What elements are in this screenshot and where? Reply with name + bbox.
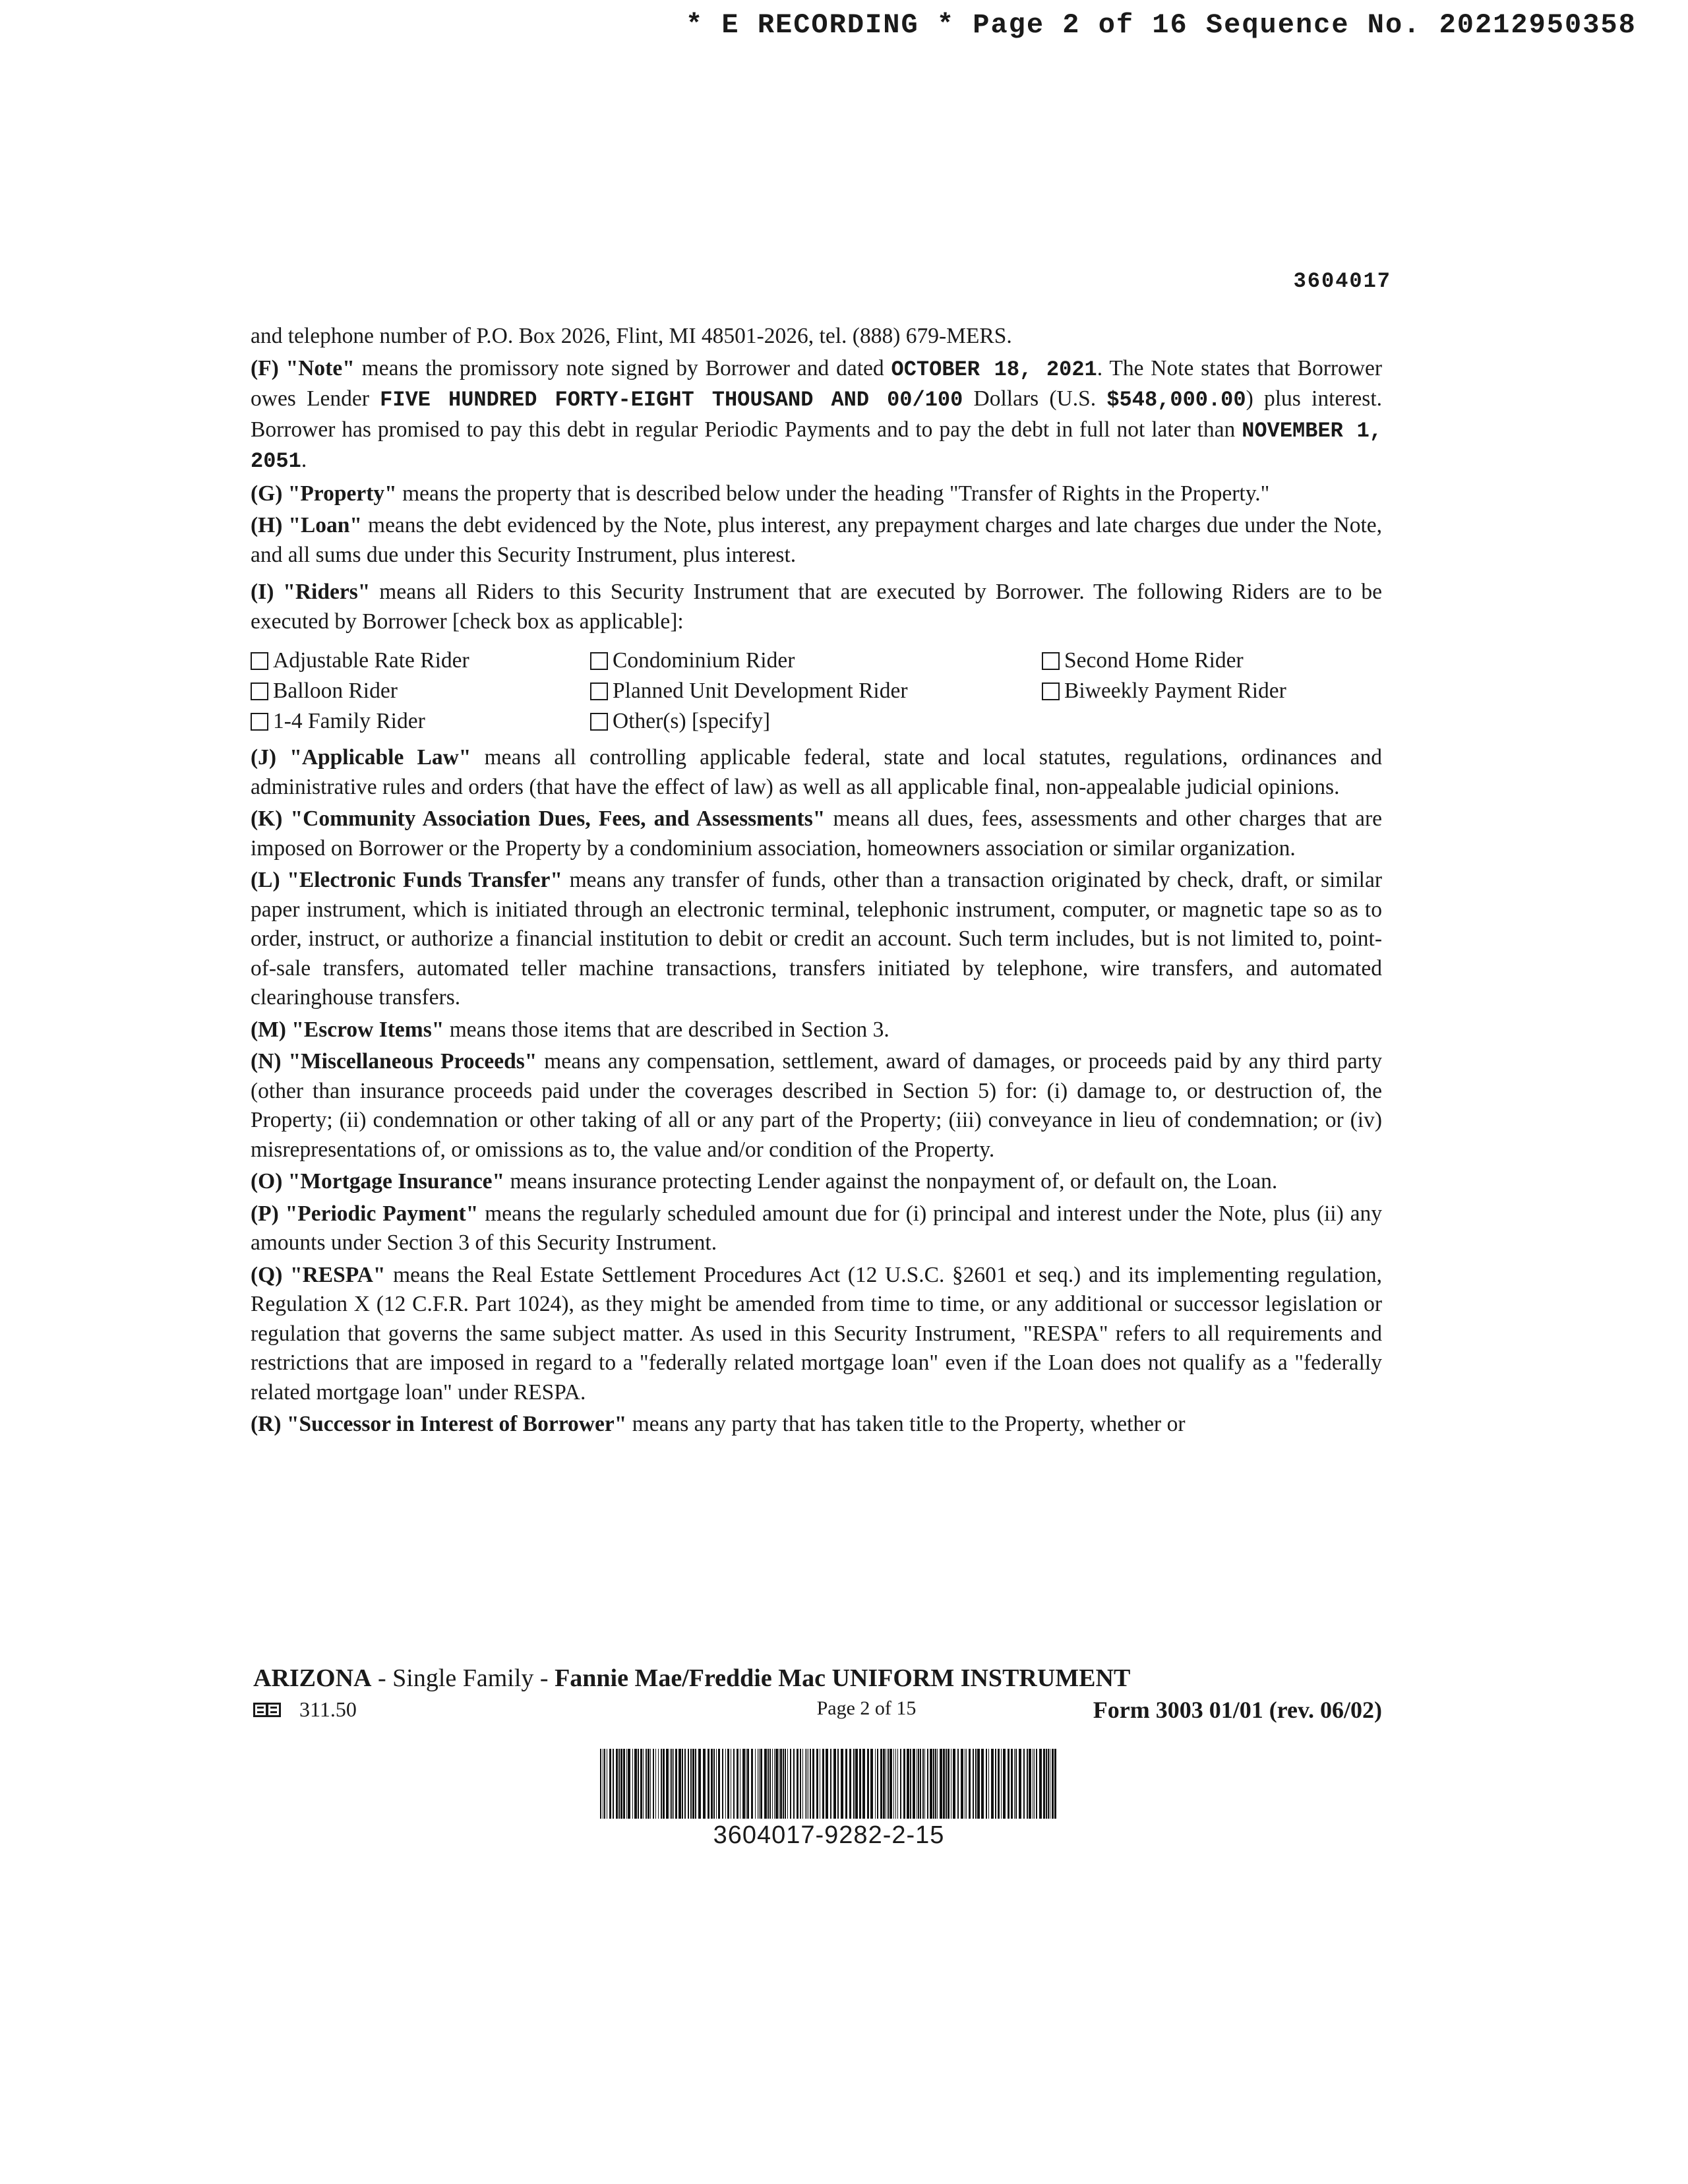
rider-label: Condominium Rider <box>613 648 795 673</box>
checkbox-icon[interactable] <box>251 682 268 700</box>
paragraph-r-successor <box>251 1410 1382 1440</box>
text: means the promissory note signed by Borrower and dated <box>354 355 891 380</box>
form-number: Form 3003 01/01 (rev. 06/02) <box>1093 1697 1382 1723</box>
document-number: 3604017 <box>1293 269 1391 293</box>
maturity-date: NOVEMBER 1, 2051 <box>251 418 1382 473</box>
page-number: Page 2 of 15 <box>816 1697 917 1719</box>
rider-balloon[interactable] <box>251 676 590 706</box>
term-mortgage-insurance: (O) "Mortgage Insurance" <box>251 1169 505 1194</box>
rider-biweekly-payment[interactable] <box>1042 676 1382 706</box>
term-riders: (I) "Riders" <box>251 580 371 604</box>
term-note: (F) "Note" <box>251 355 355 380</box>
paragraph-e-continued: and telephone number of P.O. Box 2026, Flint, MI 48501-2026, tel. (888) 679-MERS. <box>251 324 1012 348</box>
checkbox-icon[interactable] <box>251 713 268 731</box>
paragraph-k-community-association <box>251 804 1382 863</box>
paragraph-n-misc-proceeds <box>251 1047 1382 1165</box>
rider-label: Other(s) [specify] <box>613 709 771 733</box>
rider-adjustable-rate[interactable] <box>251 646 590 676</box>
paragraph-i-riders <box>251 578 1382 636</box>
text: means the property that is described below under the heading "Transfer of Rights in the Property." <box>396 481 1270 506</box>
form-footer-title <box>253 1664 1130 1693</box>
rider-label: Second Home Rider <box>1064 648 1244 673</box>
ellie-mae-logo-icon <box>253 1703 281 1717</box>
text: means insurance protecting Lender against the nonpayment of, or default on, the Loan. <box>504 1169 1278 1194</box>
text: - Single Family - <box>371 1664 555 1692</box>
rider-checklist <box>251 646 1382 737</box>
term-loan: (H) "Loan" <box>251 513 363 537</box>
paragraph-h-loan <box>251 511 1382 570</box>
rider-label: Biweekly Payment Rider <box>1064 679 1286 703</box>
loan-amount: $548,000.00 <box>1106 388 1246 412</box>
paragraph-p-periodic-payment <box>251 1199 1382 1258</box>
paragraph-o-mortgage-insurance <box>251 1167 1382 1197</box>
text: Dollars (U.S. <box>963 386 1107 411</box>
text: means the regularly scheduled amount due for (i) principal and interest under the Note, plus (ii) any amounts under Section 3 of this Security Instrument. <box>251 1201 1383 1255</box>
checkbox-icon[interactable] <box>1042 682 1060 700</box>
paragraph-g-property <box>251 479 1382 509</box>
paragraph-f-note <box>251 354 1382 477</box>
text: means any party that has taken title to the Property, whether or <box>626 1412 1186 1436</box>
document-body <box>251 322 1382 1442</box>
paragraph-m-escrow-items <box>251 1016 1382 1045</box>
paragraph-l-electronic-funds <box>251 866 1382 1013</box>
text: means all controlling applicable federal, state and local statutes, regulations, ordinances and administrative rules and orders (that have the effect of law) as well as all applicable final, non-appealable judicial opinions. <box>251 745 1382 799</box>
rider-condominium[interactable] <box>590 646 1042 676</box>
rider-label: Planned Unit Development Rider <box>613 679 908 703</box>
rider-other[interactable] <box>590 706 1042 737</box>
term-applicable-law: (J) "Applicable Law" <box>251 745 471 770</box>
paragraph-q-respa <box>251 1261 1382 1408</box>
text: . <box>301 448 307 472</box>
term-periodic-payment: (P) "Periodic Payment" <box>251 1201 479 1226</box>
term-miscellaneous-proceeds: (N) "Miscellaneous Proceeds" <box>251 1049 537 1074</box>
term-escrow-items: (M) "Escrow Items" <box>251 1017 444 1042</box>
text: means the debt evidenced by the Note, plus interest, any prepayment charges and late charges due under the Note, and all sums due under this Security Instrument, plus interest. <box>251 513 1382 567</box>
term-electronic-funds-transfer: (L) "Electronic Funds Transfer" <box>251 868 562 892</box>
text: means any transfer of funds, other than a transaction originated by check, draft, or similar paper instrument, which is initiated through an electronic terminal, telephonic instrument, computer, or magnetic tape so as to order, instruct, or authorize a financial institution to debit or credit an account. Such term includes, but is not limited to, point-of-sale transfers, automated teller machine transactions, transfers initiated by telephone, wire transfers, and automated clearinghouse transfers. <box>251 868 1383 1010</box>
form-code: 311.50 <box>299 1697 357 1721</box>
checkbox-icon[interactable] <box>590 652 608 670</box>
text: means the Real Estate Settlement Procedures Act (12 U.S.C. §2601 et seq.) and its implementing regulation, Regulation X (12 C.F.R. Part 1024), as they might be amended from time to time, or any additional or successor legislation or regulation that governs the same subject matter. As used in this Security Instrument, "RESPA" refers to all requirements and restrictions that are imposed in regard to a "federally related mortgage loan" even if the Loan does not qualify as a "federally related mortgage loan" under RESPA. <box>251 1262 1382 1405</box>
state-name: ARIZONA <box>253 1664 372 1692</box>
text: means all Riders to this Security Instrument that are executed by Borrower. The following Riders are to be executed by Borrower [check box as applicable]: <box>251 580 1383 634</box>
term-community-association: (K) "Community Association Dues, Fees, and Assessments" <box>251 806 826 831</box>
text: means any compensation, settlement, award of damages, or proceeds paid by any third party (other than insurance proceeds paid under the coverages described in Section 5) for: (i) damage to, or destruction of, the Property; (ii) condemnation or other taking of all or any part of the Property; (iii) conveyance in lieu of condemnation; or (iv) misrepresentations of, or omissions as to, the value and/or condition of the Property. <box>251 1049 1383 1162</box>
barcode-icon <box>600 1749 1058 1819</box>
text: . The Note states that Borrower owes Lender <box>251 355 1383 411</box>
paragraph-j-applicable-law <box>251 743 1382 802</box>
term-respa: (Q) "RESPA" <box>251 1262 386 1287</box>
term-property: (G) "Property" <box>251 481 397 506</box>
rider-label: Adjustable Rate Rider <box>273 648 469 673</box>
rider-second-home[interactable] <box>1042 646 1382 676</box>
rider-planned-unit-development[interactable] <box>590 676 1042 706</box>
checkbox-icon[interactable] <box>590 682 608 700</box>
rider-label: 1-4 Family Rider <box>273 709 425 733</box>
note-date: OCTOBER 18, 2021 <box>891 357 1097 382</box>
recording-header: * E RECORDING * Page 2 of 16 Sequence No. 20212950358 <box>686 9 1637 41</box>
checkbox-icon[interactable] <box>251 652 268 670</box>
text: means all dues, fees, assessments and other charges that are imposed on Borrower or the Property by a condominium association, homeowners association or similar organization. <box>251 806 1382 861</box>
loan-amount-words: FIVE HUNDRED FORTY-EIGHT THOUSAND AND 00/100 <box>380 388 963 412</box>
rider-label: Balloon Rider <box>273 679 398 703</box>
text: means those items that are described in Section 3. <box>444 1017 889 1042</box>
form-footer-row <box>253 1697 1382 1726</box>
text: ) plus interest. Borrower has promised to pay this debt in regular Periodic Payments and to pay the debt in full not later than <box>251 386 1382 442</box>
checkbox-icon[interactable] <box>590 713 608 731</box>
barcode-text: 3604017-9282-2-15 <box>713 1821 945 1849</box>
instrument-name: Fannie Mae/Freddie Mac UNIFORM INSTRUMENT <box>555 1664 1131 1692</box>
checkbox-icon[interactable] <box>1042 652 1060 670</box>
rider-1-4-family[interactable] <box>251 706 590 737</box>
term-successor-in-interest: (R) "Successor in Interest of Borrower" <box>251 1412 627 1436</box>
